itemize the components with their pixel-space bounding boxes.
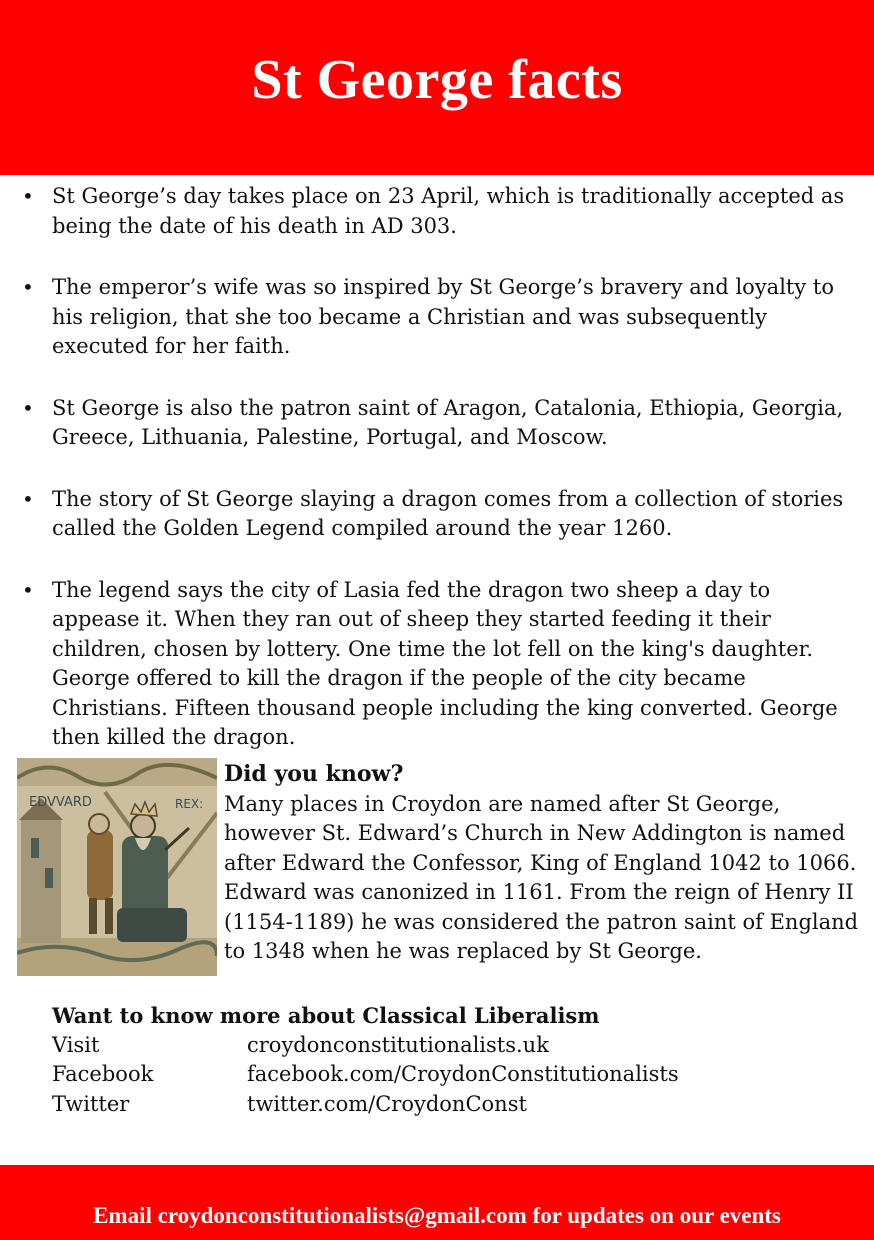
fact-text: The legend says the city of Lasia fed the dragon two sheep a day to appease it. When they ran out of sheep they started feeding it their children, chosen by lottery. One time the lot fell on the king's daughter. George offered to kill the dragon if the people of the city became Christians. Fifteen thousand people including the king converted. George then killed the dragon. (52, 577, 838, 749)
contact-row-facebook (52, 1060, 852, 1090)
fact-item (0, 485, 874, 544)
fact-text: The emperor’s wife was so inspired by St George’s bravery and loyalty to his religion, that she too became a Christian and was subsequently executed for her faith. (52, 275, 834, 358)
contact-row-twitter (52, 1090, 852, 1120)
bullet-icon: • (22, 486, 34, 511)
fact-item (0, 273, 874, 362)
footer-email-text: Email croydonconstitutionalists@gmail.com for updates on our events (93, 1202, 781, 1228)
fact-item (0, 182, 874, 241)
bullet-icon: • (22, 577, 34, 602)
fact-text: St George’s day takes place on 23 April, which is traditionally accepted as being the date of his death in AD 303. (52, 184, 845, 238)
contact-label: Visit (52, 1032, 100, 1057)
tapestry-label-left: EDVVARD (29, 795, 92, 810)
fact-item (0, 576, 874, 753)
header-banner (0, 0, 874, 175)
page-title: St George facts (251, 48, 623, 111)
fact-text: St George is also the patron saint of Aragon, Catalonia, Ethiopia, Georgia, Greece, Lithuania, Palestine, Portugal, and Moscow. (52, 395, 844, 449)
more-info-heading: Want to know more about Classical Liberalism (52, 1003, 600, 1028)
did-you-know-text (224, 760, 864, 967)
fact-item (0, 394, 874, 453)
contact-row-visit (52, 1031, 852, 1061)
twitter-link[interactable]: twitter.com/CroydonConst (247, 1091, 527, 1116)
tapestry-label-right: REX: (175, 797, 204, 811)
contact-label: Twitter (52, 1091, 130, 1116)
did-you-know-section (17, 758, 862, 978)
bayeux-tapestry-edward-image (17, 758, 217, 976)
footer-banner (0, 1165, 874, 1240)
facts-list (0, 182, 874, 785)
bullet-icon: • (22, 395, 34, 420)
did-you-know-heading: Did you know? (224, 761, 404, 787)
website-link[interactable]: croydonconstitutionalists.uk (247, 1032, 549, 1057)
contact-label: Facebook (52, 1062, 154, 1086)
bullet-icon: • (22, 275, 34, 299)
fact-text: The story of St George slaying a dragon comes from a collection of stories called the Golden Legend compiled around the year 1260. (52, 486, 844, 540)
facebook-link[interactable]: facebook.com/CroydonConstitutionalists (247, 1062, 679, 1086)
bullet-icon: • (22, 184, 34, 208)
did-you-know-body: Many places in Croydon are named after St George, however St. Edward’s Church in New Addington is named after Edward the Confessor, King of England 1042 to 1066. Edward was canonized in 1161. From the reign of Henry II (1154-1189) he was considered the patron saint of England to 1348 when he was replaced by St George. (224, 791, 859, 963)
more-info-section (52, 1001, 852, 1119)
